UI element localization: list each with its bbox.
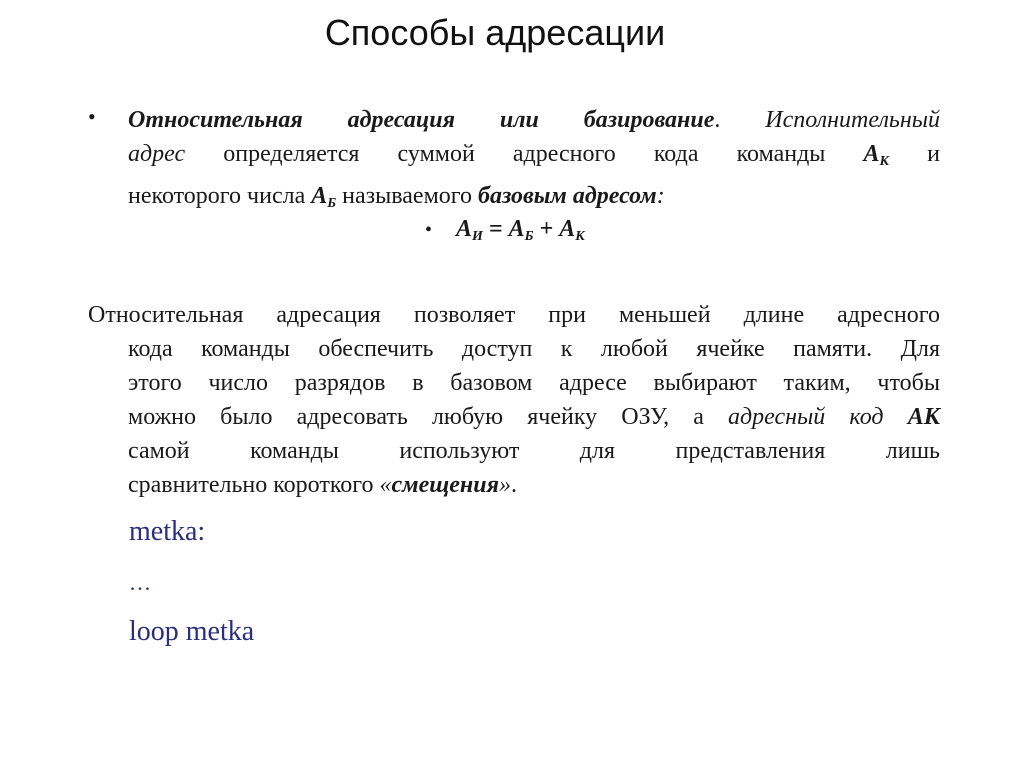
para1-italic-2: адрес [128, 141, 186, 167]
para1-italic-1: Исполнительный [720, 107, 940, 133]
code-line-label: metka: [129, 516, 206, 547]
para2-line-2: кода команды обеспечить доступ к любой ячейке памяти. Для [128, 336, 940, 362]
para1-line-1 [128, 103, 940, 137]
paragraph-advantages [88, 298, 940, 502]
symbol-ak: $А_К$ [863, 141, 890, 169]
para1-and: и [889, 141, 940, 167]
para2-line-5: самой команды используют для представления лишь [128, 438, 940, 464]
para1-text-2: определяется суммой адресного кода команды [185, 141, 864, 167]
term-base-address: базовым адресом [478, 183, 657, 209]
para2-line-6: сравнительно короткого «смещения». [128, 472, 517, 498]
term-offset: смещения [391, 472, 499, 498]
code-line-loop: loop metka [129, 616, 255, 647]
slide-title: Способы адресации [324, 12, 666, 53]
para2-line-3: этого число разрядов в базовом адресе выбирают таким, чтобы [128, 370, 940, 396]
para1-dot: . [714, 107, 721, 133]
para1-colon: : [656, 183, 665, 209]
para1-line-2 [128, 137, 940, 179]
formula-bullet: • [425, 219, 433, 241]
para2-line-4: можно было адресовать любую ячейку ОЗУ, а адресный код АК [128, 404, 940, 430]
formula [425, 216, 585, 245]
bullet-marker: • [88, 104, 96, 129]
symbol-ab: $А_Б$ [311, 183, 337, 211]
paragraph-relative-addressing [128, 103, 940, 221]
code-line-ellipsis: … [129, 570, 151, 595]
para1-text-3b: называемого [336, 183, 479, 209]
para1-text-3: некоторого числа [128, 183, 312, 209]
para1-line-3 [128, 179, 940, 221]
formula-expression: $А_И = А_Б + А_К$ [456, 216, 585, 244]
para2-line-1: Относительная адресация позволяет при меньшей длине адресного [88, 302, 940, 328]
term-relative-addressing: Относительная адресация или базирование [128, 107, 715, 133]
